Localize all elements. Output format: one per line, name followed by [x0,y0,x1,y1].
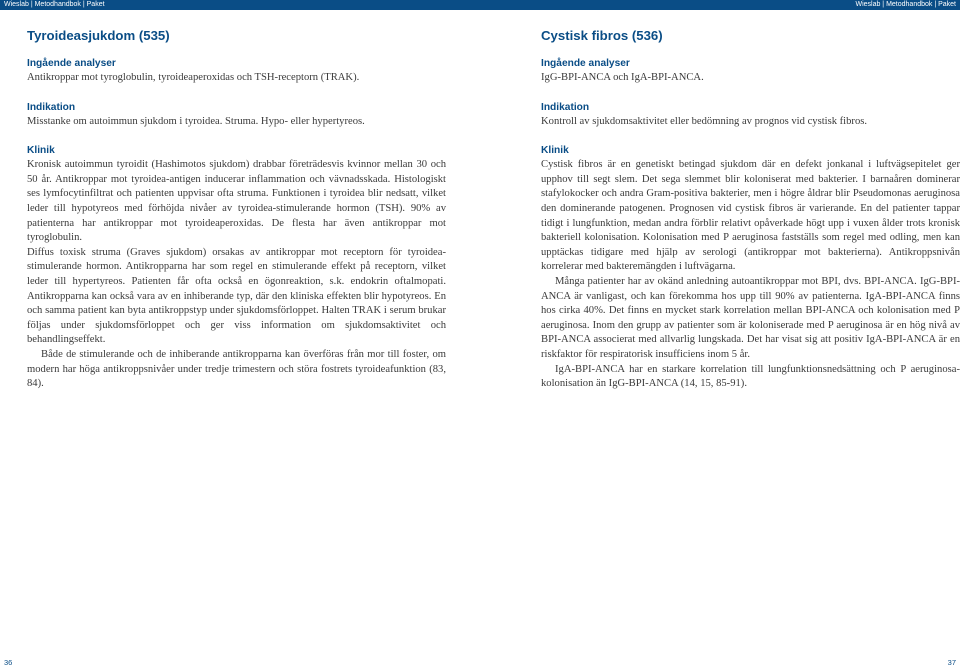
page-number-right: 37 [947,658,956,667]
klinik-heading: Klinik [541,145,569,157]
klinik-section [27,144,446,392]
klinik-paragraph: Både de stimulerande och de inhiberande antikropparna kan överföras från mor till foster, om modern har höga antikroppsnivåer under tredje trimestern och störa fostrets tyroideafunktion (83, 84). [27,348,446,390]
analyser-section [541,57,960,86]
analyser-text: Antikroppar mot tyroglobulin, tyroideaperoxidas och TSH-receptorn (TRAK). [27,72,360,83]
analyser-section [27,57,446,86]
indikation-text: Kontroll av sjukdomsaktivitet eller bedömning av prognos vid cystisk fibros. [541,115,868,127]
right-column [541,27,960,407]
running-header-left: Wieslab | Metodhandbok | Paket [4,1,105,8]
klinik-paragraph: Kronisk autoimmun tyroidit (Hashimotos sjukdom) drabbar företrädesvis kvinnor mellan 30 och 50 år. Antikroppar mot tyroidea-antigen inducerar inflammation och vävnadsskada. Histologiskt ses lymfocytinfiltrat och patienten uppvisar ofta struma. Funktionen i tyroidea blir nedsatt, vilket leder till hypotyreos med förhöjda nivåer av tyroidea-stimulerande hormon (TSH). 90% av patienterna har antikroppar mot tyroideaperoxidas. De flesta har även antikroppar mot tyroglobulin. [27,159,446,244]
klinik-paragraph: IgA-BPI-ANCA har en starkare korrelation till lungfunktionsnedsättning och P aeruginosa-kolonisation än IgG-BPI-ANCA (14, 15, 85-91). [541,363,960,390]
header-bar [0,0,960,10]
page-number-left: 36 [4,658,13,667]
section-title-tyroidea: Tyroideasjukdom (535) [27,28,170,43]
klinik-paragraph: Många patienter har av okänd anledning autoantikroppar mot BPI, dvs. BPI-ANCA. IgG-BPI-ANCA är vanligast, och kan förekomma hos upp till 90% av patienterna. IgA-BPI-ANCA finns hos cirka 40%. Det finns en mycket stark korrelation mellan BPI-ANCA och kolonisation med P aeruginosa. Inom den grupp av patienter som är koloniserade med P aeruginosa är en hög nivå av BPI-ANCA associerat med allvarlig lungskada. Det har visat sig att positiv IgA-BPI-ANCA är en riskfaktor för respiratorisk insufficiens inom 5 år. [541,275,960,360]
analyser-text: IgG-BPI-ANCA och IgA-BPI-ANCA. [541,72,704,83]
indikation-text: Misstanke om autoimmun sjukdom i tyroidea. Struma. Hypo- eller hypertyreos. [27,115,365,127]
klinik-paragraph: Cystisk fibros är en genetiskt betingad sjukdom där en defekt jonkanal i luftvägsepitelet ger upphov till segt slem. Det sega slemmet blir koloniserat med bakterier. I barnaåren dominerar stafylokocker och andra Gram-positiva bakterier, men i högre åldrar blir Pseudomonas aeruginosa den dominerande patogenen. Prognosen vid cystisk fibros är varierande. En del patienter tappar tidigt i lungfunktion, medan andra förblir relativt opåverkade högt upp i vuxen ålder trots kronisk bakteriell kolonisation. Kolonisation med P aeruginosa fastställs som regel med odling, men kan upptäckas tidigare med hjälp av serologi (antikroppar mot bakterierna). Antikroppsnivån korrelerar med bakteremängden i luftvägarna. [541,159,960,273]
indikation-section [541,101,960,130]
section-title-cystisk-fibros: Cystisk fibros (536) [541,28,663,43]
analyser-heading: Ingående analyser [27,58,116,69]
analyser-heading: Ingående analyser [541,58,630,69]
klinik-section [541,144,960,392]
running-header-right: Wieslab | Metodhandbok | Paket [855,1,956,8]
indikation-heading: Indikation [27,101,76,113]
indikation-heading: Indikation [541,101,590,113]
klinik-paragraph: Diffus toxisk struma (Graves sjukdom) orsakas av antikroppar mot receptorn för tyroidea-stimulerande hormon. Antikropparna har som regel en stimulerande effekt på receptorn, vilket leder till hypertyreos. Patienten får ofta också en ögonreaktion, s.k. endokrin oftalmopati. Antikropparna kan också vara av en inhiberande typ, där den kliniska effekten blir hypotyreos. En och samma patient kan byta antikroppstyp under sjukdomsförloppet. Halten TRAK i serum brukar följas under sjukdomsförloppet och ger viss information om sjukdomsaktivitet och behandlingseffekt. [27,246,446,346]
klinik-heading: Klinik [27,145,55,157]
indikation-section [27,101,446,130]
left-column [27,27,446,407]
